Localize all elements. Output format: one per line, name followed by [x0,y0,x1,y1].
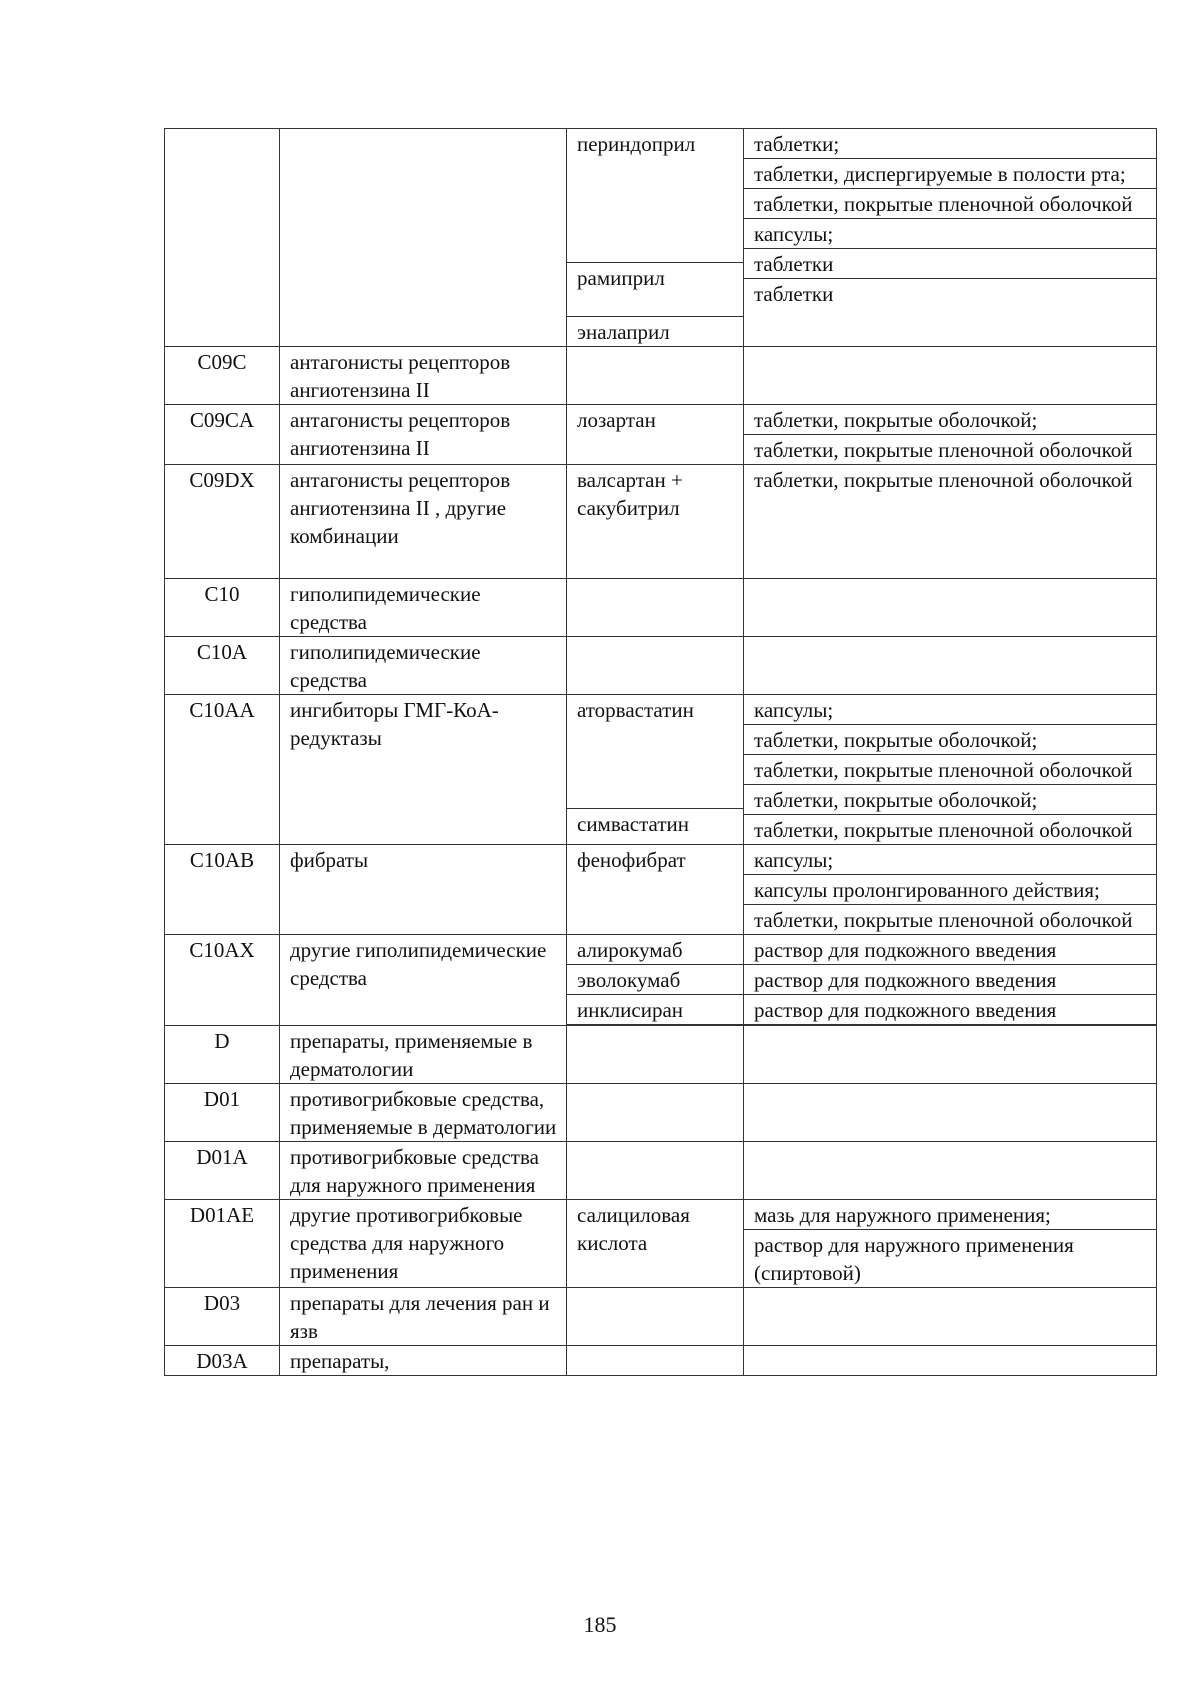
drug-name-cell: валсартан + сакубитрил [567,465,744,579]
table-row [165,465,1157,579]
dosage-form-cell [744,935,1157,1026]
dosage-form-cell [744,129,1157,347]
dosage-form: капсулы; [744,845,1156,875]
drug-name: эналаприл [577,320,670,344]
atc-code-cell: D [165,1026,280,1084]
dosage-form: раствор для подкожного введения [744,995,1156,1025]
dosage-form-cell [744,1084,1157,1142]
drug-name-cell: салициловая кислота [567,1200,744,1288]
dosage-form: таблетки, покрытые пленочной оболочкой [744,755,1156,785]
drug-name-cell [567,935,744,1026]
dosage-form: капсулы; [744,219,1156,249]
dosage-form-cell: таблетки, покрытые пленочной оболочкой [744,465,1157,579]
drug-name-cell [567,1084,744,1142]
table-row [165,1288,1157,1346]
drug-name-cell [567,637,744,695]
table-row [165,1142,1157,1200]
dosage-form: таблетки, покрытые пленочной оболочкой [754,818,1133,842]
drug-name: алирокумаб [567,935,743,965]
dosage-form-cell [744,1200,1157,1288]
group-name-cell: препараты, применяемые в дерматологии [280,1026,567,1084]
atc-code-cell: C09CA [165,405,280,465]
table-row [165,1346,1157,1376]
atc-code-cell: C10AX [165,935,280,1026]
atc-code-cell [165,129,280,347]
dosage-form-cell [744,579,1157,637]
dosage-form-cell [744,845,1157,935]
dosage-form: раствор для наружного применения (спиртовой) [754,1233,1074,1285]
dosage-form: капсулы пролонгированного действия; [744,875,1156,905]
group-name-cell: ингибиторы ГМГ-КоА-редуктазы [280,695,567,845]
dosage-form: раствор для подкожного введения [744,965,1156,995]
drug-name: эволокумаб [567,965,743,995]
drug-table [164,128,1157,1376]
atc-code-cell: C10A [165,637,280,695]
dosage-form: таблетки, покрытые оболочкой; [744,725,1156,755]
atc-code-cell: C10 [165,579,280,637]
drug-name-cell [567,129,744,347]
drug-name: аторвастатин [567,695,743,809]
dosage-form-cell [744,695,1157,845]
group-name-cell: гиполипидемические средства [280,637,567,695]
drug-name: рамиприл [567,263,743,317]
group-name-cell: другие противогрибковые средства для наружного применения [280,1200,567,1288]
atc-code-cell: C09DX [165,465,280,579]
group-name-cell: гиполипидемические средства [280,579,567,637]
dosage-form: раствор для подкожного введения [744,935,1156,965]
page-number: 185 [583,1612,617,1637]
table-row [165,347,1157,405]
atc-code-cell: C10AB [165,845,280,935]
dosage-form: таблетки, покрытые пленочной оболочкой [754,908,1133,932]
group-name-cell [280,129,567,347]
atc-code-cell: D03 [165,1288,280,1346]
dosage-form-cell [744,1346,1157,1376]
drug-name-cell: лозартан [567,405,744,465]
dosage-form: таблетки [754,282,834,306]
group-name-cell: фибраты [280,845,567,935]
group-name-cell: противогрибковые средства, применяемые в дерматологии [280,1084,567,1142]
dosage-form-cell [744,405,1157,465]
table-row [165,579,1157,637]
atc-code-cell: C09C [165,347,280,405]
drug-name-cell [567,579,744,637]
table-row [165,637,1157,695]
table-row [165,695,1157,845]
dosage-form: мазь для наружного применения; [744,1200,1156,1230]
dosage-form: таблетки, покрытые оболочкой; [744,785,1156,815]
group-name-cell: препараты для лечения ран и язв [280,1288,567,1346]
drug-name: симвастатин [577,812,689,836]
group-name-cell: антагонисты рецепторов ангиотензина II , другие комбинации [280,465,567,579]
group-name-cell: противогрибковые средства для наружного применения [280,1142,567,1200]
drug-name-cell [567,1288,744,1346]
group-name-cell: препараты, [280,1346,567,1376]
table-row [165,129,1157,347]
table-row [165,1026,1157,1084]
group-name-cell: антагонисты рецепторов ангиотензина II [280,347,567,405]
atc-code-cell: D01A [165,1142,280,1200]
table-row [165,1200,1157,1288]
drug-name: инклисиран [567,995,743,1025]
dosage-form: таблетки, покрытые пленочной оболочкой [744,189,1156,219]
group-name-cell: антагонисты рецепторов ангиотензина II [280,405,567,465]
table-row [165,935,1157,1026]
dosage-form-cell [744,1026,1157,1084]
dosage-form: таблетки, диспергируемые в полости рта; [744,159,1156,189]
drug-name-cell [567,1026,744,1084]
atc-code-cell: C10AA [165,695,280,845]
drug-name-cell [567,347,744,405]
drug-name: периндоприл [567,129,743,263]
group-name-cell: другие гиполипидемические средства [280,935,567,1026]
atc-code-cell: D01AE [165,1200,280,1288]
dosage-form: капсулы; [744,695,1156,725]
dosage-form-cell [744,1142,1157,1200]
drug-name-cell: фенофибрат [567,845,744,935]
drug-table-body [165,129,1157,1376]
dosage-form-cell [744,347,1157,405]
dosage-form-cell [744,637,1157,695]
table-row [165,1084,1157,1142]
dosage-form: таблетки, покрытые пленочной оболочкой [754,438,1133,462]
dosage-form: таблетки; [744,129,1156,159]
table-row [165,845,1157,935]
atc-code-cell: D01 [165,1084,280,1142]
dosage-form: таблетки [744,249,1156,279]
drug-name-cell [567,1142,744,1200]
dosage-form-cell [744,1288,1157,1346]
table-row [165,405,1157,465]
drug-name-cell [567,695,744,845]
atc-code-cell: D03A [165,1346,280,1376]
drug-name-cell [567,1346,744,1376]
dosage-form: таблетки, покрытые оболочкой; [744,405,1156,435]
